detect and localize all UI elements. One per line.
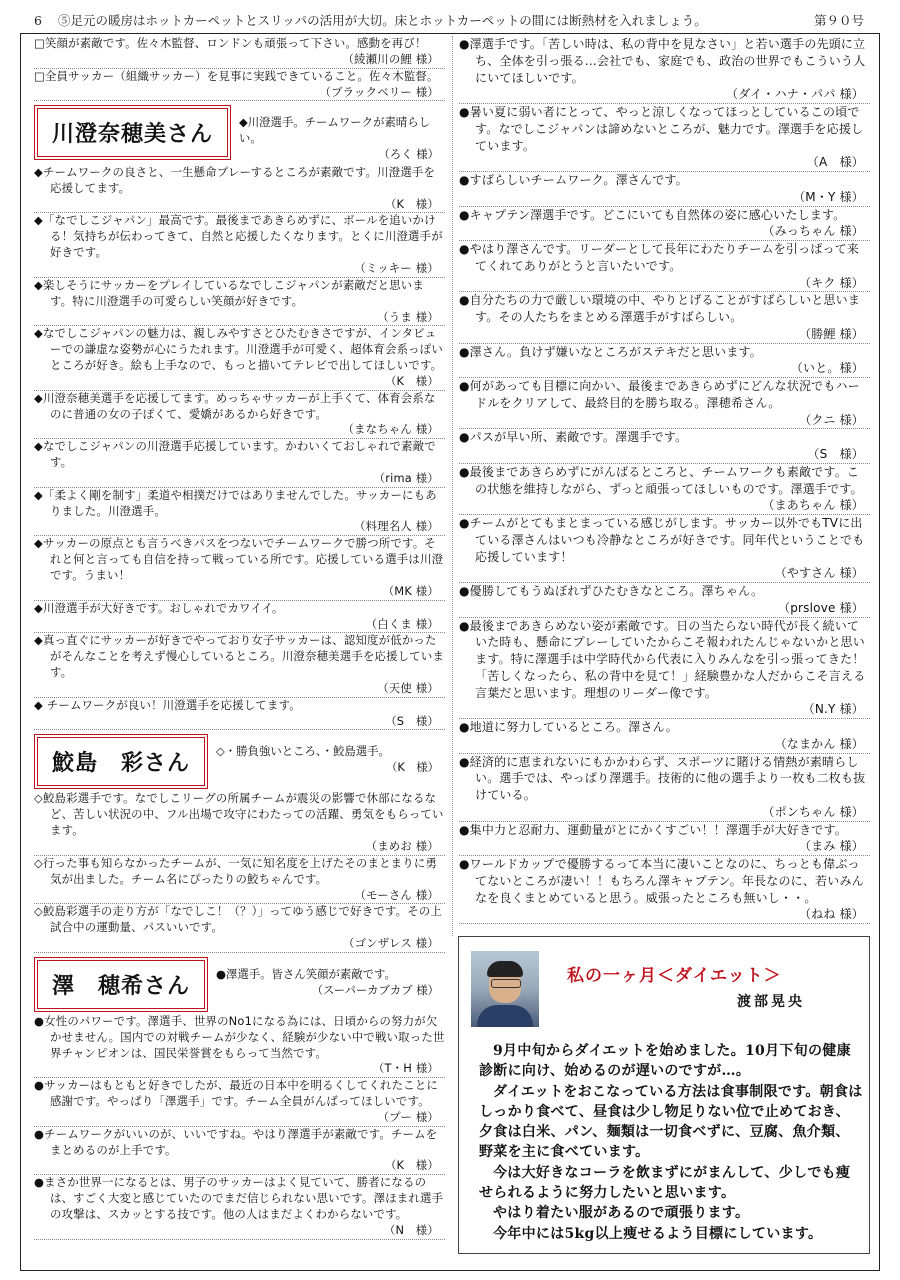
comment-entry bbox=[459, 104, 870, 172]
comment-entry bbox=[34, 1175, 445, 1239]
samejima-comments bbox=[34, 791, 445, 952]
comment-text: ●キャプテン澤選手です。どこにいても自然体の姿に感心いたします。 bbox=[459, 207, 846, 222]
diet-author: 渡部晃央 bbox=[737, 994, 805, 1010]
comment-signature: （キク 様） bbox=[798, 275, 864, 290]
column-divider bbox=[452, 36, 453, 936]
comment-signature: （プー 様） bbox=[377, 1109, 439, 1124]
comment-text: ◆「柔よく剛を制す」柔道や相撲だけではありませんでした。サッカーにもありました。川澄選手。 bbox=[34, 487, 437, 518]
comment-entry bbox=[459, 292, 870, 343]
comment-text: ●自分たちの力で厳しい環境の中、やりとげることがすばらしいと思います。その人たちをまとめる澤選手がすばらしい。 bbox=[459, 293, 861, 324]
comment-signature: （S 様） bbox=[385, 713, 439, 728]
comment-entry bbox=[34, 1078, 445, 1127]
comment-text: ◇鮫島彩選手です。なでしこリーグの所属チームが震災の影響で休部になるなど、苦しい状況の中、フル出場で攻守にわたっての活躍、勇気をもらっています。 bbox=[34, 791, 444, 838]
comment-signature: （モーさん 様） bbox=[354, 887, 439, 902]
diet-paragraph: 今年中には5kg以上痩せるよう目標にしています。 bbox=[493, 1225, 823, 1242]
name-side-comment bbox=[208, 734, 445, 776]
comment-text: ◆川澄奈穂美選手を応援してます。めっちゃサッカーが上手くて、体育会系なのに普通の女の子ぽくて、愛嬌があるから好きです。 bbox=[34, 390, 436, 421]
comment-text: ◇・勝負強いところ、・鮫島選手。 bbox=[216, 744, 390, 759]
comment-text: ●まさか世界一になるとは、男子のサッカーはよく見ていて、勝者になるのは、すごく大変と感じていたのでまだ信じられない思いです。澤ほまれ選手の攻撃は、スカッとする技です。他の人はまだよくわからないです。 bbox=[34, 1175, 444, 1221]
comment-text: ●澤選手。皆さん笑顔が素敵です。 bbox=[216, 966, 396, 981]
comment-entry bbox=[34, 391, 445, 440]
comment-entry bbox=[459, 429, 870, 464]
player-name-box bbox=[34, 957, 208, 1012]
coach-comments bbox=[34, 36, 445, 101]
section-sawa bbox=[34, 957, 445, 1012]
comment-text: ●集中力と忍耐力、運動量がとにかくすごい！！澤選手が大好きです。 bbox=[459, 822, 847, 837]
comment-signature: （うま 様） bbox=[377, 309, 439, 324]
section-samejima bbox=[34, 734, 445, 789]
comment-text: ●澤さん。負けず嫌いなところがステキだと思います。 bbox=[459, 344, 762, 359]
comment-signature: （ねね 様） bbox=[798, 907, 864, 922]
player-name: 澤 穂希さん bbox=[37, 960, 205, 1009]
sawa-comments bbox=[34, 1014, 445, 1240]
comment-text: ●優勝してもうぬぼれずひたむきなところ。澤ちゃん。 bbox=[459, 584, 764, 598]
comment-entry bbox=[34, 165, 445, 214]
comment-text: ●すばらしいチームワーク。澤さんです。 bbox=[459, 173, 688, 187]
comment-signature: （ブラックベリー 様） bbox=[319, 84, 439, 99]
comment-signature: （綾瀬川の鯉 様） bbox=[342, 51, 439, 66]
comment-entry bbox=[34, 1127, 445, 1176]
comment-signature: （やすさん 様） bbox=[774, 566, 864, 581]
comment-signature: （N.Y 様） bbox=[802, 702, 864, 717]
comment-text: ◆川澄選手。チームワークが素晴らしい。 bbox=[239, 115, 431, 146]
comment-entry bbox=[34, 69, 445, 102]
comment-text: □笑顔が素敵です。佐々木監督、ロンドンも頑張って下さい。感動を再び！ bbox=[34, 36, 427, 50]
comment-text: ●暑い夏に弱い者にとって、やっと涼しくなってほっとしているこの頃です。なでしこジャパンは諦めないところが、魅力です。澤選手を応援しています。 bbox=[459, 105, 864, 153]
comment-entry bbox=[459, 344, 870, 379]
player-name-box bbox=[34, 734, 208, 789]
comment-signature: （勝鯉 様） bbox=[798, 326, 864, 341]
comment-text: ◇行った事も知らなかったチームが、一気に知名度を上げたそのまとまりに勇気が出ました。チーム名にぴったりの鮫ちゃんです。 bbox=[34, 855, 438, 886]
comment-signature: （ゴンザレス 様） bbox=[343, 936, 439, 951]
page-header bbox=[28, 10, 868, 32]
comment-text: ◆チームワークの良さと、一生懸命プレーするところが素敵です。川澄選手を応援してます。 bbox=[34, 164, 436, 195]
comment-entry bbox=[459, 754, 870, 822]
diet-title: 私の一ヶ月＜ダイエット＞ bbox=[567, 966, 782, 986]
comment-text: ●女性のパワーです。澤選手、世界のNo1になる為には、日頃からの努力が欠かせません。国内での対戦チームが少なく、経験が少ない中で戦い取った世界チャンピオンは、国民栄誉賞をもらって当然です。 bbox=[34, 1013, 445, 1060]
comment-entry bbox=[34, 856, 445, 905]
comment-entry bbox=[459, 856, 870, 924]
comment-signature: （K 様） bbox=[384, 373, 439, 388]
section-kawasumi bbox=[34, 105, 445, 163]
page-number: 6 bbox=[34, 13, 42, 28]
comment-signature: （白くま 様） bbox=[365, 616, 439, 631]
comment-text: ●最後まであきらめずにがんばるところと、チームワークも素敵です。この状態を維持しながら、ずっと頑張ってほしいものです。澤選手です。 bbox=[459, 464, 863, 496]
comment-entry bbox=[459, 583, 870, 618]
comment-signature: （T・H 様） bbox=[372, 1061, 439, 1076]
comment-text: ◆なでしこジャパンの川澄選手応援しています。かわいくておしゃれで素敵です。 bbox=[34, 439, 436, 470]
comment-entry bbox=[34, 633, 445, 697]
comment-signature: （N 様） bbox=[383, 1222, 439, 1237]
comment-entry bbox=[34, 278, 445, 327]
comment-signature: （K 様） bbox=[384, 196, 439, 211]
comment-entry bbox=[459, 464, 870, 515]
comment-text: ◆楽しそうにサッカーをプレイしているなでしこジャパンが素敵だと思います。特に川澄選手の可愛らしい笑顔が好きです。 bbox=[34, 277, 424, 308]
comment-entry bbox=[459, 36, 870, 104]
diet-paragraph: ダイエットをおこなっている方法は食事制限です。朝食はしっかり食べて、昼食は少し物足りない位で止めておき、夕食は白米、パン、麺類は一切食べずに、豆腐、魚介類、野菜を主に食べています。 bbox=[479, 1083, 863, 1161]
comment-text: ●最後まであきらめない姿が素敵です。日の当たらない時代が長く続いていた時も、懸命にプレーしていたからこそ報われたんじゃないかと思います。特に澤選手は中学時代から代表に入りみんなを引っ張ってきた！「苦しくなったら、私の背中を見て！」経験豊かな人だからこそ言える言葉だと思います。理想のリーダー像です。 bbox=[459, 618, 866, 700]
comment-signature: （なまかん 様） bbox=[774, 736, 864, 751]
diet-paragraph: 今は大好きなコーラを飲まずにがまんして、少しでも痩せられるように努力したいと思います。 bbox=[479, 1164, 851, 1202]
comment-text: ●ワールドカップで優勝するって本当に凄いことなのに、ちっとも偉ぶってないところが凄い！！もちろん澤キャプテン。年長なのに、若いみんなを良くまとめていると思う。威張ったところも無いし・・。 bbox=[459, 857, 864, 905]
comment-text: ◆サッカーの原点とも言うべきパスをつないでチームワークで勝つ所です。それと何と言っても自信を持って戦っている所です。応援している選手は川澄です。うまい！ bbox=[34, 536, 444, 582]
comment-text: ●パスが早い所、素敵です。澤選手です。 bbox=[459, 430, 688, 445]
comment-signature: （スーパーカブカブ 様） bbox=[311, 982, 439, 997]
comment-entry bbox=[34, 791, 445, 855]
comment-entry bbox=[34, 326, 445, 390]
comment-signature: （prslove 様） bbox=[778, 600, 864, 615]
comment-entry bbox=[459, 515, 870, 583]
comment-entry bbox=[459, 822, 870, 857]
comment-signature: （S 様） bbox=[807, 447, 864, 461]
comment-signature: （まあちゃん 様） bbox=[762, 498, 864, 513]
comment-signature: （ダイ・ハナ・パパ 様） bbox=[726, 87, 864, 102]
diet-body bbox=[479, 1041, 863, 1244]
comment-signature: （K 様） bbox=[385, 760, 439, 775]
comment-text: ◆川澄選手が大好きです。おしゃれでカワイイ。 bbox=[34, 600, 284, 615]
comment-signature: （A 様） bbox=[806, 155, 864, 170]
comment-entry bbox=[34, 1014, 445, 1078]
comment-signature: （まなちゃん 様） bbox=[342, 422, 439, 437]
diet-paragraph: やはり着たい服があるので頑張ります。 bbox=[493, 1205, 750, 1222]
comment-entry bbox=[459, 618, 870, 720]
comment-entry bbox=[34, 439, 445, 488]
comment-entry bbox=[34, 904, 445, 953]
comment-text: ◆真っ直ぐにサッカーが好きでやっており女子サッカーは、認知度が低かったがそんなことを考えず慢心しているところ。川澄奈穂美選手を応援しています。 bbox=[34, 633, 445, 680]
comment-signature: （MK 様） bbox=[382, 583, 439, 598]
player-name: 鮫島 彩さん bbox=[37, 737, 205, 786]
player-name: 川澄奈穂美さん bbox=[37, 108, 228, 157]
header-tip: ⑤足元の暖房はホットカーペットとスリッパの活用が大切。床とホットカーペットの間には断熱材を入れましょう。 bbox=[58, 13, 707, 28]
player-name-box bbox=[34, 105, 231, 160]
comment-entry bbox=[34, 698, 445, 731]
diet-paragraph: 9月中旬からダイエットを始めました。10月下旬の健康診断に向け、始めるのが遅いのですが…。 bbox=[479, 1043, 851, 1080]
comment-text: ◆なでしこジャパンの魅力は、親しみやすさとひたむきさですが、インタビューでの謙虚な姿勢が心にうたれます。川澄選手が可愛く、超体育会系っぽいところが好き。絵も上手なので、もっと描いてテレビで出してほしいです。 bbox=[34, 326, 443, 373]
comment-signature: （ミッキー 様） bbox=[354, 260, 439, 275]
comment-signature: （M・Y 様） bbox=[793, 189, 864, 204]
comment-signature: （料理名人 様） bbox=[354, 519, 439, 534]
comment-entry bbox=[459, 207, 870, 242]
comment-signature: （K 様） bbox=[384, 1158, 439, 1173]
comment-signature: （まみ 様） bbox=[798, 839, 864, 854]
name-side-comment bbox=[231, 105, 445, 163]
kawasumi-comments bbox=[34, 165, 445, 731]
comment-entry bbox=[34, 488, 445, 537]
comment-entry bbox=[459, 241, 870, 292]
comment-text: ◇鮫島彩選手の走り方が「なでしこ！（？）」ってゆう感じで好きです。その上試合中の運動量、パスいいです。 bbox=[34, 904, 443, 935]
comment-entry bbox=[34, 213, 445, 277]
comment-entry bbox=[34, 536, 445, 600]
comment-entry bbox=[459, 719, 870, 754]
sawa-comments-continued bbox=[459, 36, 870, 924]
comment-text: ●サッカーはもともと好きでしたが、最近の日本中を明るくしてくれたことに感謝です。やっぱり「澤選手」です。チーム全員がんばってほしいです。 bbox=[34, 1078, 438, 1109]
comment-text: ●地道に努力しているところ。澤さん。 bbox=[459, 720, 678, 734]
diet-column-box bbox=[458, 936, 870, 1254]
comment-signature: （いと。様） bbox=[790, 361, 864, 376]
comment-text: ◆ チームワークが良い！川澄選手を応援してます。 bbox=[34, 697, 301, 712]
comment-entry bbox=[34, 36, 445, 69]
comment-text: ●何があっても目標に向かい、最後まであきらめずにどんな状況でもハードルをクリアして、最終目的を勝ち取る。澤穂希さん。 bbox=[459, 379, 860, 410]
comment-signature: （天使 様） bbox=[377, 680, 439, 695]
issue-number: 第９０号 bbox=[813, 13, 864, 28]
comment-text: □全員サッカー（組織サッカー）を見事に実践できていること。佐々木監督。 bbox=[34, 68, 439, 83]
comment-signature: （rima 様） bbox=[373, 470, 439, 485]
comment-entry bbox=[459, 172, 870, 207]
author-photo bbox=[471, 951, 539, 1027]
comment-text: ●チームワークがいいのが、いいですね。やはり澤選手が素敵です。チームをまとめるのが上手です。 bbox=[34, 1126, 438, 1157]
comment-text: ●澤選手です。「苦しい時は、私の背中を見なさい」と若い選手の先頭に立ち、全体を引っ張る…会社でも、家庭でも、政治の世界でもこういう人にいてほしいです。 bbox=[459, 37, 866, 85]
comment-text: ●経済的に恵まれないにもかかわらず、スポーツに賭ける情熱が素晴らしい。選手では、やっぱり澤選手。技術的に他の選手より一枚も二枚も抜けている。 bbox=[459, 754, 866, 802]
comment-signature: （クニ 様） bbox=[799, 412, 864, 427]
comment-entry bbox=[34, 601, 445, 634]
name-side-comment bbox=[208, 957, 445, 999]
comment-text: ●チームがとてもまとまっている感じがします。サッカー以外でもTVに出ている澤さんはいつも冷静なところが好きです。同年代ということでも応援しています！ bbox=[459, 516, 865, 564]
comment-signature: （ポンちゃん 様） bbox=[762, 804, 864, 819]
right-column bbox=[459, 36, 870, 924]
comment-text: ●やはり澤さんです。リーダーとして長年にわたりチームを引っぱって来てくれてありがとうと言いたいです。 bbox=[459, 242, 860, 273]
left-column bbox=[34, 36, 445, 1240]
comment-signature: （まめお 様） bbox=[365, 838, 439, 853]
comment-entry bbox=[459, 378, 870, 429]
comment-signature: （ろく 様） bbox=[378, 147, 439, 162]
comment-text: ◆「なでしこジャパン」最高です。最後まであきらめずに、ボールを追いかける！気持ちが伝わってきて、自然と応援したくなります。とくに川澄選手が好きです。 bbox=[34, 213, 443, 260]
comment-signature: （みっちゃん 様） bbox=[762, 224, 864, 239]
